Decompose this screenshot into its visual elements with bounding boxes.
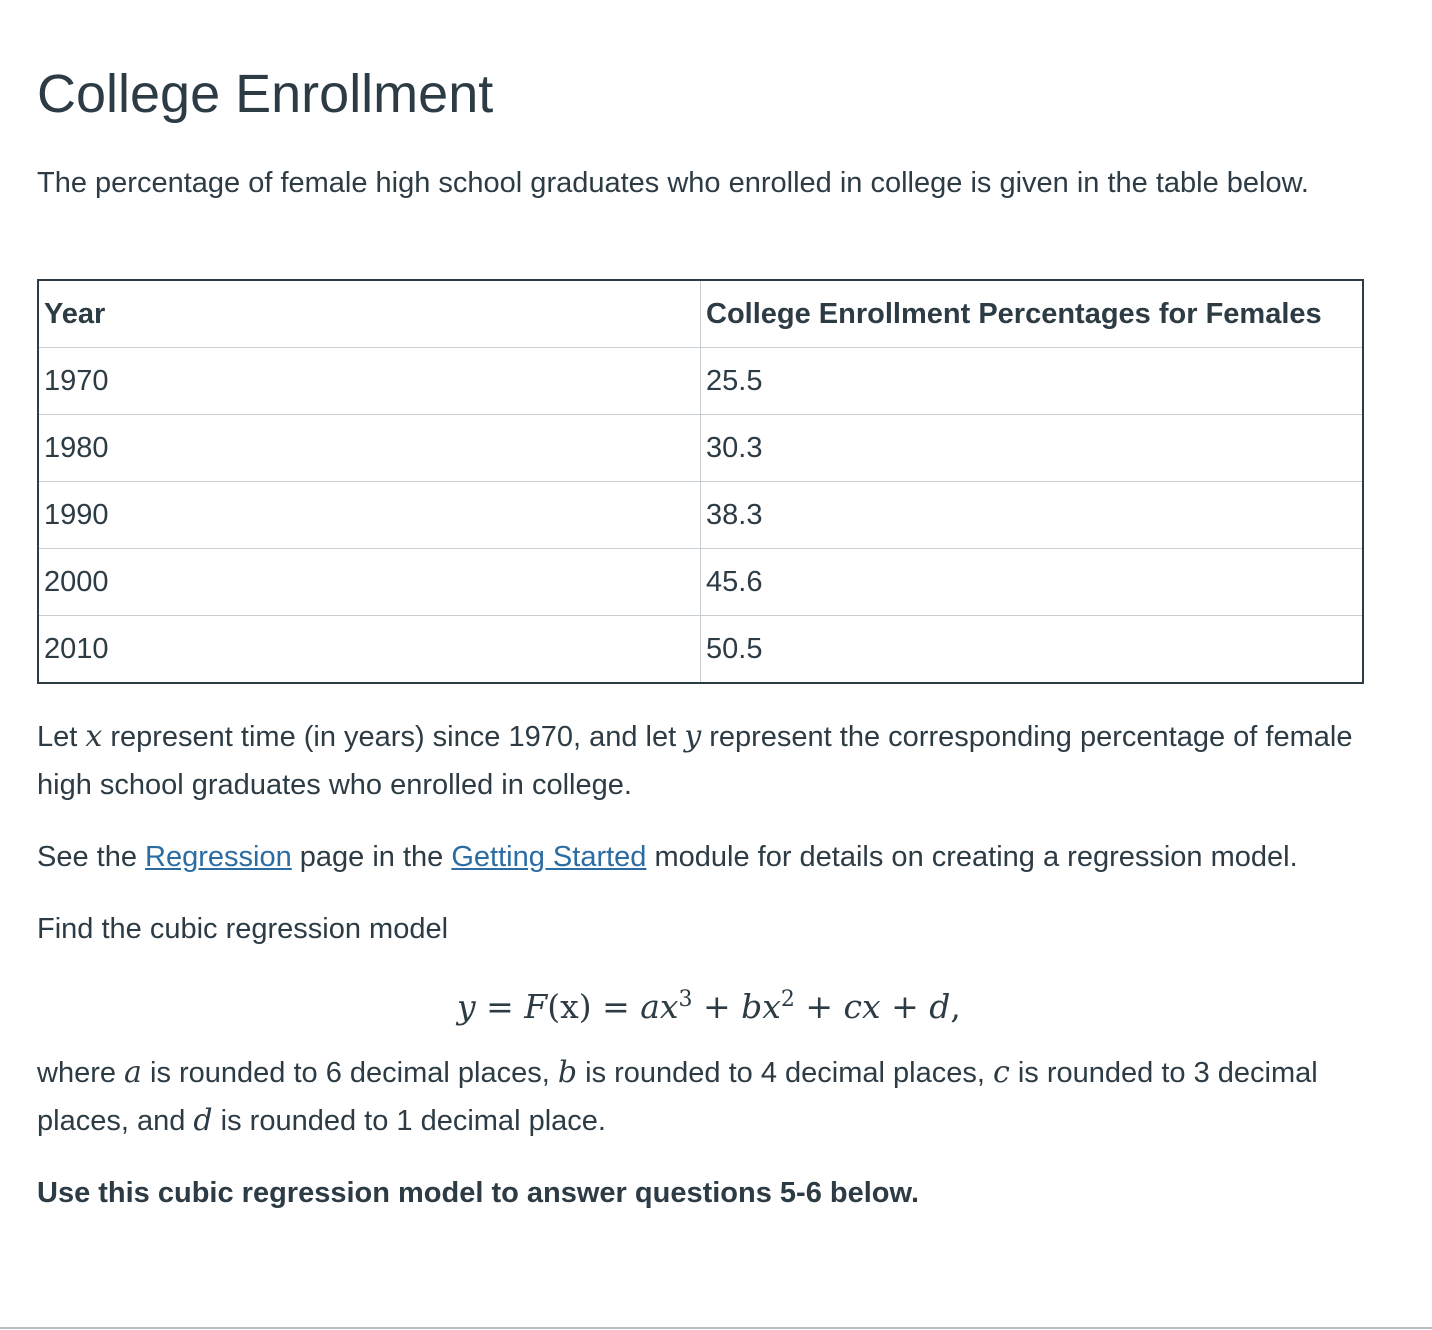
percentage-cell: 45.6	[701, 549, 1364, 616]
percentage-cell: 38.3	[701, 482, 1364, 549]
rounding-text: where	[37, 1057, 125, 1089]
formula-b-term: bx	[741, 987, 781, 1026]
instruction-bold: Use this cubic regression model to answer questions 5-6 below.	[37, 1177, 920, 1209]
year-cell: 2010	[38, 616, 701, 684]
formula-comma: ,	[950, 987, 961, 1026]
intro-paragraph: The percentage of female high school graduates who enrolled in college is given in the table below.	[37, 167, 1309, 199]
see-also-text: module for details on creating a regression model.	[646, 841, 1298, 873]
formula-c-term: cx	[843, 987, 881, 1026]
see-also-paragraph	[37, 833, 1298, 881]
variable-b: b	[557, 1055, 578, 1090]
table-row	[38, 549, 1363, 616]
definition-text: represent time (in years) since 1970, and let	[102, 721, 685, 753]
header-percentage: College Enrollment Percentages for Females	[701, 280, 1364, 348]
definition-text: represent the corresponding percentage of female high school graduates who enrolled in college.	[37, 721, 1353, 801]
formula-d-term: d	[929, 987, 951, 1026]
rounding-text: is rounded to 4 decimal places,	[577, 1057, 993, 1089]
rounding-text: is rounded to 3 decimal places, and	[37, 1057, 1318, 1137]
formula-exponent: 3	[678, 987, 693, 1012]
see-also-text: page in the	[291, 841, 452, 873]
see-also-text: See the	[37, 841, 146, 873]
variable-c: c	[992, 1055, 1010, 1090]
header-year: Year	[38, 280, 701, 348]
rounding-instructions	[37, 1049, 1337, 1145]
enrollment-table	[37, 279, 1364, 684]
year-cell: 1980	[38, 415, 701, 482]
getting-started-link[interactable]: Getting Started	[451, 841, 647, 873]
formula-a-term: ax	[640, 987, 679, 1026]
variable-x: x	[85, 719, 103, 754]
page-title: College Enrollment	[37, 64, 494, 124]
variable-a: a	[124, 1055, 142, 1090]
regression-link[interactable]: Regression	[145, 841, 292, 873]
percentage-cell: 30.3	[701, 415, 1364, 482]
formula-equals: =	[475, 987, 525, 1026]
variable-y: y	[684, 719, 702, 754]
percentage-cell: 50.5	[701, 616, 1364, 684]
table-row	[38, 348, 1363, 415]
table-header-row	[38, 280, 1363, 348]
formula-plus: +	[692, 987, 742, 1026]
bottom-divider	[0, 1327, 1432, 1329]
percentage-cell: 25.5	[701, 348, 1364, 415]
formula-y: y	[457, 987, 476, 1026]
find-prompt: Find the cubic regression model	[37, 913, 449, 945]
definition-text: Let	[37, 721, 86, 753]
formula-plus: +	[794, 987, 844, 1026]
formula-plus: +	[880, 987, 930, 1026]
year-cell: 1990	[38, 482, 701, 549]
cubic-formula	[457, 972, 961, 1035]
rounding-text: is rounded to 1 decimal place.	[212, 1105, 606, 1137]
variable-d: d	[193, 1103, 213, 1138]
variable-definition	[37, 713, 1377, 809]
formula-exponent: 2	[780, 987, 795, 1012]
table-row	[38, 482, 1363, 549]
year-cell: 1970	[38, 348, 701, 415]
formula-arg: (x)	[547, 987, 592, 1026]
formula-f: F	[524, 987, 548, 1026]
rounding-text: is rounded to 6 decimal places,	[141, 1057, 558, 1089]
table-row	[38, 616, 1363, 684]
formula-equals: =	[591, 987, 641, 1026]
year-cell: 2000	[38, 549, 701, 616]
table-row	[38, 415, 1363, 482]
